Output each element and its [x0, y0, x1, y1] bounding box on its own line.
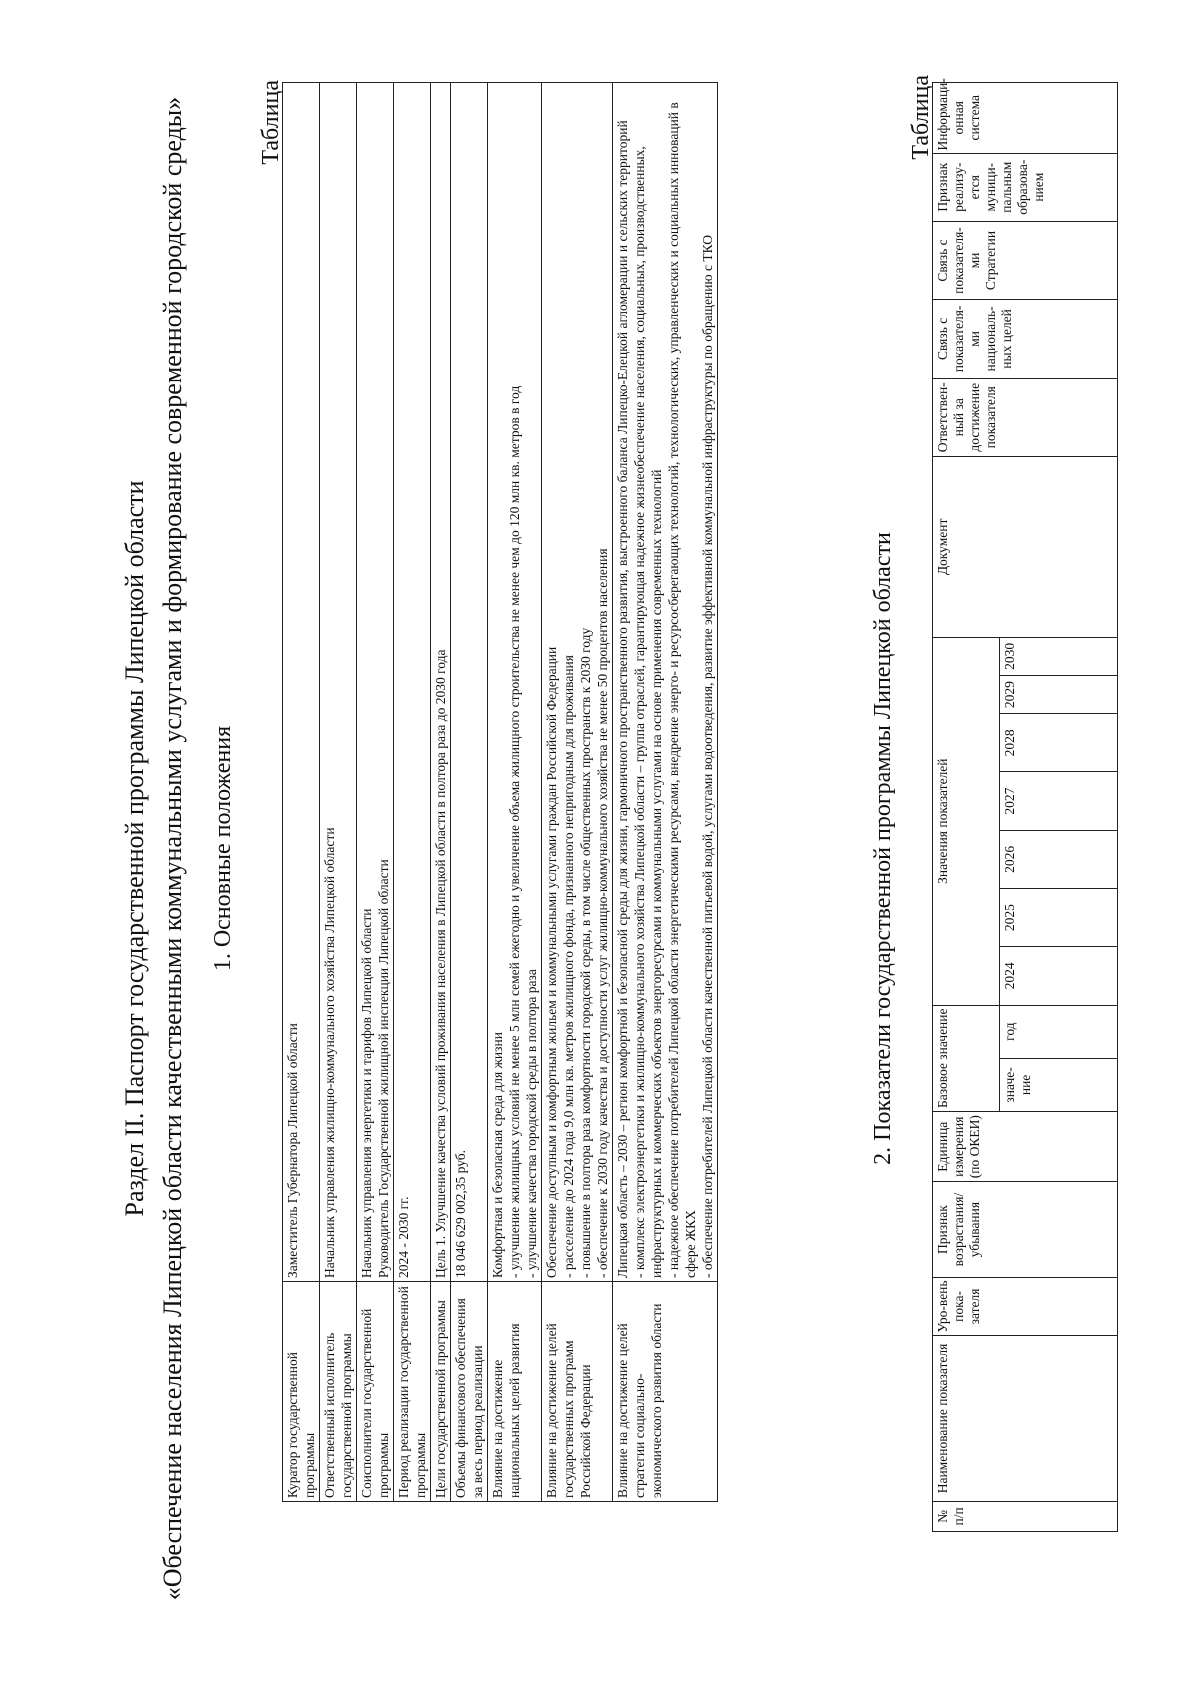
passport-row-label: Объемы финансового обеспечения за весь период реализации — [451, 1282, 488, 1502]
passport-value-line: - обеспечение потребителей Липецкой области качественной питьевой водой, услугами водоотведения, развитие эффективной коммунальной инфраструктуры по обращению с ТКО — [700, 234, 715, 1278]
header-values: Значения показателей — [933, 637, 1000, 1005]
passport-value-line: - комплекс электроэнергетики и жилищно-коммунального хозяйства Липецкой области – группа отраслей, гарантирующая надежное жизнеобеспечение населения, социальных, производственных, инфраструктурных и коммерческих объектов энергоресурсами и коммунальными услугами на основе применения современных технологий — [632, 146, 664, 1278]
passport-value-line: Обеспечение доступным и комфортным жильем и коммунальными услугами граждан Российской Федерации — [544, 646, 559, 1278]
subsection-title-1: 1. Основные положения — [210, 725, 236, 972]
passport-row — [357, 83, 394, 1502]
passport-row-label: Цели государственной программы — [431, 1282, 451, 1502]
passport-value-line: - расселение до 2024 года 9,0 млн кв. метров жилищного фонда, признанного непригодным для проживания — [561, 655, 576, 1278]
indicators-header-row-1 — [933, 83, 1000, 1532]
passport-row-label: Куратор государственной программы — [283, 1282, 320, 1502]
passport-value-line: Цель 1. Улучшение качества условий проживания населения в Липецкой области в полтора раза до 2030 года — [433, 649, 448, 1278]
passport-row — [542, 83, 613, 1502]
passport-row-value — [431, 83, 451, 1282]
indicators-table — [932, 78, 1118, 1532]
passport-row-label: Влияние на достижение целей государственных программ Российской Федерации — [542, 1282, 613, 1502]
passport-value-line: Комфортная и безопасная среда для жизни — [490, 1032, 505, 1278]
header-num: № п/п — [933, 1501, 1118, 1531]
passport-row — [431, 83, 451, 1502]
header-name: Наименование показателя — [933, 1336, 1118, 1502]
passport-row-value — [357, 83, 394, 1282]
header-year-2030: 2030 — [999, 637, 1117, 675]
subsection-title-2: 2. Показатели государственной программы Липецкой области — [870, 532, 896, 1165]
passport-value-line: 18 046 629 002,35 руб. — [453, 1149, 468, 1278]
header-document: Документ — [933, 456, 1118, 637]
header-responsible: Ответствен-ный за достижение показателя — [933, 378, 1118, 456]
passport-row-value — [283, 83, 320, 1282]
header-year-2024: 2024 — [999, 947, 1117, 1005]
passport-value-line: - обеспечение к 2030 году качества и доступности услуг жилищно-коммунального хозяйства не менее 50 процентов населения — [595, 548, 610, 1278]
passport-row — [320, 83, 357, 1502]
header-year-2028: 2028 — [999, 714, 1117, 772]
passport-row-label: Период реализации государственной программы — [394, 1282, 431, 1502]
header-base: Базовое значение — [933, 1005, 1000, 1112]
header-level: Уро-вень пока-зателя — [933, 1277, 1118, 1335]
passport-value-line: 2024 - 2030 гг. — [396, 1196, 411, 1278]
passport-row-value — [542, 83, 613, 1282]
passport-value-line: Начальник управления энергетики и тарифов Липецкой области — [359, 908, 374, 1278]
passport-row-label: Соисполнители государственной программы — [357, 1282, 394, 1502]
header-trend: Признак возрастания/ убывания — [933, 1182, 1118, 1277]
header-municipal: Признак реализу-ется муници-пальным образова-нием — [933, 153, 1118, 221]
passport-row-label: Влияние на достижение национальных целей развития — [488, 1282, 542, 1502]
passport-row — [283, 83, 320, 1502]
passport-row-label: Ответственный исполнитель государственной программы — [320, 1282, 357, 1502]
passport-row — [451, 83, 488, 1502]
header-infosystem: Информаци-онная система — [933, 83, 1118, 154]
table1-label: Таблица — [258, 80, 284, 165]
passport-value-line: Руководитель Государственной жилищной инспекции Липецкой области — [376, 859, 391, 1278]
section-title: Раздел II. Паспорт государственной программы Липецкой области — [120, 480, 149, 1217]
passport-row — [394, 83, 431, 1502]
passport-table — [282, 82, 718, 1502]
passport-row — [613, 83, 718, 1502]
passport-value-line: - улучшение качества городской среды в полтора раза — [524, 969, 539, 1278]
header-base-year: год — [999, 1005, 1117, 1058]
passport-row-value — [488, 83, 542, 1282]
header-link-national: Связь с показателя-ми националь-ных целей — [933, 300, 1118, 378]
passport-value-line: Липецкая область – 2030 – регион комфортной и безопасной среды для жизни, гармоничного пространственного развития, выстроенного баланса Липецко-Елецкой агломерации и сельских территорий — [615, 120, 630, 1278]
header-year-2026: 2026 — [999, 830, 1117, 888]
passport-value-line: - надежное обеспечение потребителей Липецкой области энергетическими ресурсами, внедрение энерго- и ресурсосберегающих технологий, технологических, управленческих и социальных инноваций в сфере ЖКХ — [666, 102, 698, 1278]
passport-row-value — [394, 83, 431, 1282]
passport-row-value — [613, 83, 718, 1282]
header-year-2027: 2027 — [999, 772, 1117, 830]
program-title: «Обеспечение населения Липецкой области качественными коммунальными услугами и формирование современной городской среды» — [158, 96, 187, 1601]
table2-label: Таблица — [908, 75, 934, 160]
passport-value-line: - повышение в полтора раза комфортности городской среды, в том числе общественных пространств к 2030 году — [578, 627, 593, 1278]
passport-value-line: Начальник управления жилищно-коммунального хозяйства Липецкой области — [322, 827, 337, 1278]
passport-row-value — [451, 83, 488, 1282]
passport-row — [488, 83, 542, 1502]
passport-row-label: Влияние на достижение целей стратегии социально-экономического развития области — [613, 1282, 718, 1502]
header-year-2029: 2029 — [999, 676, 1117, 714]
header-year-2025: 2025 — [999, 888, 1117, 946]
passport-value-line: Заместитель Губернатора Липецкой области — [285, 1023, 300, 1278]
passport-value-line: - улучшение жилищных условий не менее 5 млн семей ежегодно и увеличение объема жилищного строительства не менее чем до 120 млн кв. метров в год — [507, 385, 522, 1278]
passport-row-value — [320, 83, 357, 1282]
header-base-value: значе-ние — [999, 1058, 1117, 1111]
header-unit: Единица измерения (по ОКЕИ) — [933, 1112, 1118, 1182]
header-link-strategy: Связь с показателя-ми Стратегии — [933, 221, 1118, 299]
